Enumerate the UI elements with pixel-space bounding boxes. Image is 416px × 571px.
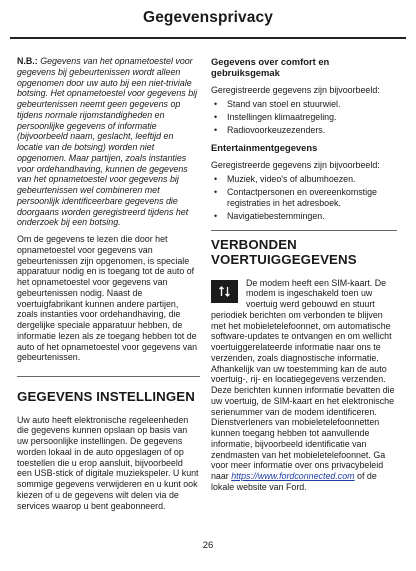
connected-body bbox=[211, 278, 397, 493]
list-item: • Muziek, video's of albumhoezen. bbox=[211, 174, 397, 185]
comfort-list bbox=[211, 99, 397, 136]
nb-note bbox=[17, 56, 200, 228]
comfort-heading: Gegevens over comfort en gebruiksgemak bbox=[211, 56, 330, 78]
section-divider bbox=[17, 376, 200, 377]
settings-paragraph: Uw auto heeft elektronische regeleenheden die gegevens kunnen opslaan op basis van uw persoonlijke instellingen. De gegevens worden lokaal in de auto opgeslagen of op toestellen die u erop aansluit, bijvoorbeeld een USB-stick of digitale muziekspeler. U kunt sommige gegevens verwijderen en u kunt ook kiezen of u de gegevens wilt delen via de services waarop u bent geabonneerd. bbox=[17, 414, 199, 511]
connected-paragraph bbox=[211, 278, 397, 493]
nb-label: N.B.: bbox=[17, 56, 38, 66]
right-column bbox=[211, 56, 397, 493]
section-divider bbox=[211, 230, 397, 231]
list-item: • Radiovoorkeuzezenders. bbox=[211, 125, 397, 136]
list-item: • Instellingen klimaatregeling. bbox=[211, 112, 397, 123]
header-divider bbox=[10, 37, 406, 39]
entertainment-list bbox=[211, 174, 397, 221]
modem-icon bbox=[211, 280, 238, 303]
page-header bbox=[0, 0, 416, 48]
connected-tail: of de lokale website van Ford. bbox=[211, 471, 377, 492]
left-column bbox=[17, 56, 200, 511]
list-item: • Navigatiebestemmingen. bbox=[211, 211, 397, 222]
list-item: • Contactpersonen en overeenkomstige registraties in het adresboek. bbox=[211, 187, 397, 209]
entertainment-heading: Entertainmentgegevens bbox=[211, 142, 318, 154]
nb-text: Gegevens van het opnametoestel voor gegevens bij gebeurtenissen wordt alleen opgenomen door uw auto bij een niet-triviale botsing. Het opnametoestel voor gegevens bij gebeurtenissen neemt geen gegevens op tijdens normale rijomstandigheden en persoonlijke gegevens of informatie (bijvoorbeeld naam, geslacht, leeftijd en locatie van de botsing) worden niet opgenomen. Maar partijen, zoals instanties voor ordehandhaving, kunnen de gegevens van het opnametoestel voor gegevens bij gebeurtenissen wel combineren met persoonlijk identificeerbare gegevens die doorgaans worden geregistreerd tijdens het onderzoek bij een botsing. bbox=[17, 56, 198, 228]
entertainment-intro: Geregistreerde gegevens zijn bijvoorbeeld: bbox=[211, 160, 380, 171]
page-number: 26 bbox=[202, 540, 214, 551]
page-title: Gegevensprivacy bbox=[143, 9, 273, 26]
comfort-intro: Geregistreerde gegevens zijn bijvoorbeeld: bbox=[211, 85, 380, 95]
list-item: • Stand van stoel en stuurwiel. bbox=[211, 99, 397, 110]
read-data-paragraph: Om de gegevens te lezen die door het opnametoestel voor gegevens van gebeurtenissen zijn opgenomen, is speciale apparatuur nodig en is toegang tot de auto of het opnametoestel voor gegevens van gebeurtenissen nodig. Naast de voertuigfabrikant kunnen andere partijen, zoals instanties voor ordehandhaving, die dergelijke speciale apparatuur hebben, de informatie lezen als ze toegang hebben tot de auto of het opnametoestel voor gegevens van gebeurtenissen. bbox=[17, 234, 198, 363]
connected-text: De modem heeft een SIM-kaart. De modem is ingeschakeld toen uw voertuig werd gebouwd en stuurt periodiek berichten om verbonden te blijven met het mobieletelefoonnet, om automatische software-updates te ontvangen en om wellicht voertuiggerelateerde informatie naar ons te verzenden, zoals diagnostische informatie. Afhankelijk van uw toestemming kan de auto voertuig-, rij- en locatiegegevens verzenden. Deze berichten kunnen informatie bevatten die uw voertuig, de SIM-kaart en het elektronische serienummer van de modem identificeren. Dienstverleners van mobieletelefoonnetten kunnen toegang hebben tot aanvullende informatie, bijvoorbeeld identificatie van zendmasten van het mobieletelefoonnet. Ga voor meer informatie over ons privacybeleid naar bbox=[211, 277, 395, 481]
fordconnected-link[interactable]: https://www.fordconnected.com bbox=[231, 471, 355, 481]
settings-heading: GEGEVENS INSTELLINGEN bbox=[17, 389, 195, 404]
connected-heading: VERBONDEN VOERTUIGGEGEVENS bbox=[211, 236, 357, 267]
